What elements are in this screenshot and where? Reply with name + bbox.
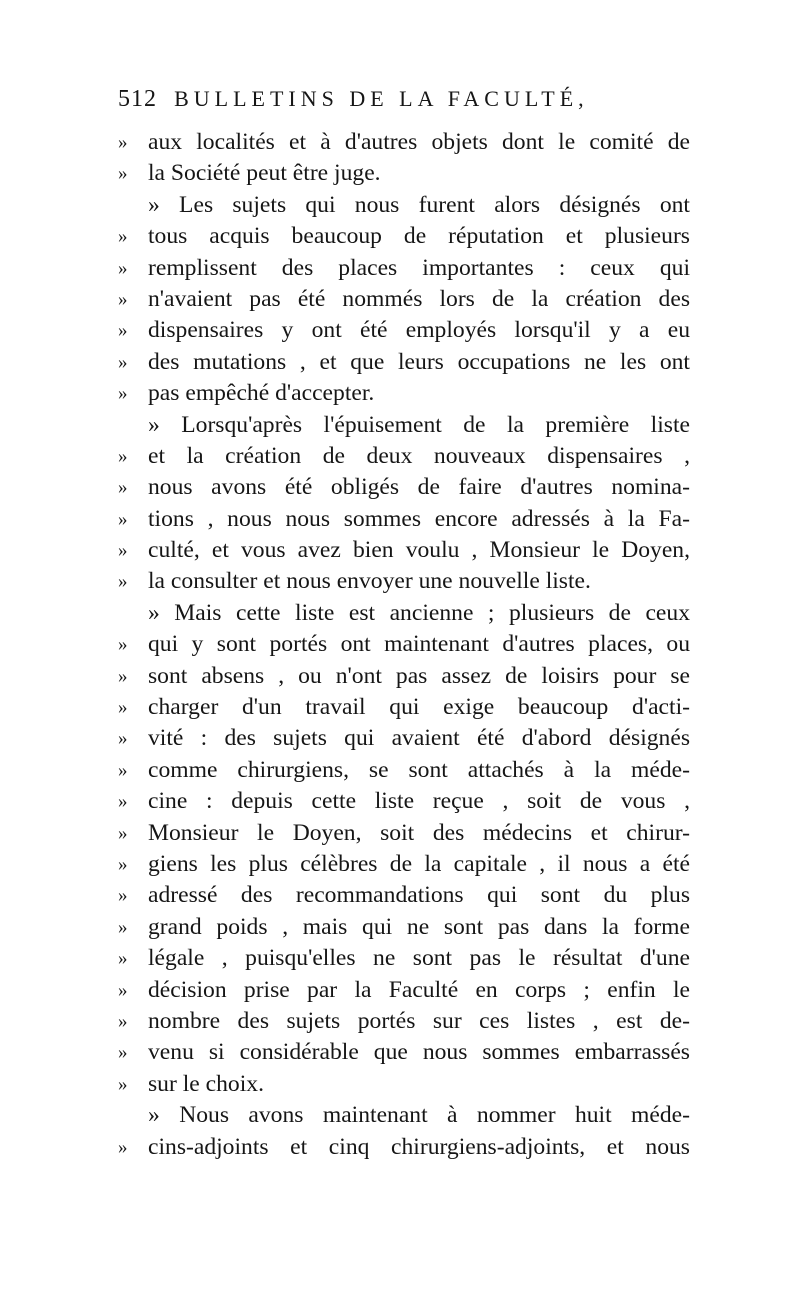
quote-mark: » bbox=[118, 1136, 128, 1158]
text-line bbox=[118, 410, 690, 441]
quote-mark: » bbox=[118, 916, 128, 938]
line-text: charger d'un travail qui exige beaucoup d'acti- bbox=[148, 694, 690, 721]
text-line bbox=[118, 975, 690, 1006]
quote-mark: » bbox=[118, 759, 128, 781]
text-line bbox=[118, 880, 690, 911]
text-line bbox=[118, 378, 690, 409]
line-text: aux localités et à d'autres objets dont le comité de bbox=[148, 129, 690, 155]
line-text: Monsieur le Doyen, soit des médecins et chirur- bbox=[148, 819, 690, 846]
running-title: BULLETINS DE LA FACULTÉ, bbox=[174, 86, 589, 111]
line-text: nombre des sujets portés sur ces listes , est de- bbox=[148, 1007, 690, 1034]
text-line bbox=[118, 127, 690, 158]
quote-mark: » bbox=[118, 508, 128, 530]
text-line bbox=[118, 441, 690, 472]
line-text: giens les plus célèbres de la capitale , il nous a été bbox=[148, 850, 690, 877]
quote-mark: » bbox=[118, 948, 128, 970]
quote-mark: » bbox=[118, 320, 128, 342]
text-line bbox=[118, 755, 690, 786]
quote-mark: » bbox=[118, 1042, 128, 1064]
text-line bbox=[118, 158, 690, 189]
text-line bbox=[118, 504, 690, 535]
text-line bbox=[118, 472, 690, 503]
page-header bbox=[118, 86, 698, 126]
text-line bbox=[118, 221, 690, 252]
quote-mark: » bbox=[118, 257, 128, 279]
text-line bbox=[118, 1100, 690, 1131]
text-line bbox=[118, 661, 690, 692]
page-number: 512 bbox=[118, 86, 157, 112]
text-line bbox=[118, 943, 690, 974]
line-text: nous avons été obligés de faire d'autres nomina- bbox=[148, 474, 690, 501]
quote-mark: » bbox=[118, 791, 128, 813]
quote-mark: » bbox=[118, 885, 128, 907]
quote-mark: » bbox=[118, 132, 128, 153]
line-text: légale , puisqu'elles ne sont pas le résultat d'une bbox=[148, 945, 690, 972]
text-line bbox=[118, 284, 690, 315]
line-text: pas empêché d'accepter. bbox=[148, 380, 375, 407]
line-text: adressé des recommandations qui sont du plus bbox=[148, 882, 690, 909]
text-line bbox=[118, 786, 690, 817]
quote-mark: » bbox=[118, 571, 128, 593]
quote-mark: » bbox=[118, 163, 128, 185]
line-text: remplissent des places importantes : ceux qui bbox=[148, 254, 690, 281]
quote-mark: » bbox=[118, 979, 128, 1001]
quote-mark: » bbox=[118, 445, 128, 467]
text-line bbox=[118, 535, 690, 566]
line-text: venu si considérable que nous sommes embarrassés bbox=[148, 1039, 690, 1066]
line-text: » Lorsqu'après l'épuisement de la première liste bbox=[148, 411, 690, 438]
text-line bbox=[118, 723, 690, 754]
text-line bbox=[118, 692, 690, 723]
line-text: sont absens , ou n'ont pas assez de loisirs pour se bbox=[148, 662, 690, 689]
quote-mark: » bbox=[118, 665, 128, 687]
line-text: et la création de deux nouveaux dispensaires , bbox=[148, 442, 690, 469]
line-text: » Nous avons maintenant à nommer huit méde- bbox=[148, 1102, 690, 1129]
line-text: qui y sont portés ont maintenant d'autres places, ou bbox=[148, 631, 690, 658]
quote-mark: » bbox=[118, 853, 128, 875]
quote-mark: » bbox=[118, 351, 128, 373]
quote-mark: » bbox=[118, 477, 128, 499]
quote-mark: » bbox=[118, 1073, 128, 1095]
line-text: » Les sujets qui nous furent alors désignés ont bbox=[148, 191, 690, 218]
quote-mark: » bbox=[118, 383, 128, 405]
text-line bbox=[118, 1006, 690, 1037]
text-line bbox=[118, 1069, 690, 1100]
text-line bbox=[118, 566, 690, 597]
quote-mark: » bbox=[118, 634, 128, 656]
text-line bbox=[118, 598, 690, 629]
line-text: tous acquis beaucoup de réputation et plusieurs bbox=[148, 223, 690, 250]
line-text: sur le choix. bbox=[148, 1070, 264, 1097]
body-text bbox=[118, 127, 690, 1163]
quote-mark: » bbox=[118, 697, 128, 719]
line-text: décision prise par la Faculté en corps ; enfin le bbox=[148, 976, 690, 1003]
quote-mark: » bbox=[118, 1010, 128, 1032]
quote-mark: » bbox=[118, 728, 128, 750]
line-text: dispensaires y ont été employés lorsqu'il y a eu bbox=[148, 317, 690, 344]
quote-mark: » bbox=[118, 822, 128, 844]
text-line bbox=[118, 253, 690, 284]
text-line bbox=[118, 347, 690, 378]
text-line bbox=[118, 912, 690, 943]
text-line bbox=[118, 849, 690, 880]
line-text: n'avaient pas été nommés lors de la création des bbox=[148, 285, 690, 312]
line-text: la Société peut être juge. bbox=[148, 160, 381, 187]
line-text: comme chirurgiens, se sont attachés à la méde- bbox=[148, 756, 690, 783]
line-text: vité : des sujets qui avaient été d'abord désignés bbox=[148, 725, 690, 752]
text-line bbox=[118, 1132, 690, 1163]
text-line bbox=[118, 315, 690, 346]
line-text: tions , nous nous sommes encore adressés à la Fa- bbox=[148, 505, 690, 532]
line-text: grand poids , mais qui ne sont pas dans la forme bbox=[148, 913, 690, 940]
text-line bbox=[118, 1037, 690, 1068]
line-text: cine : depuis cette liste reçue , soit de vous , bbox=[148, 788, 690, 815]
quote-mark: » bbox=[118, 540, 128, 562]
line-text: culté, et vous avez bien voulu , Monsieur le Doyen, bbox=[148, 537, 690, 564]
quote-mark: » bbox=[118, 226, 128, 248]
line-text: la consulter et nous envoyer une nouvelle liste. bbox=[148, 568, 591, 595]
line-text: » Mais cette liste est ancienne ; plusieurs de ceux bbox=[148, 599, 690, 626]
quote-mark: » bbox=[118, 288, 128, 310]
line-text: des mutations , et que leurs occupations ne les ont bbox=[148, 348, 690, 375]
text-line bbox=[118, 190, 690, 221]
line-text: cins-adjoints et cinq chirurgiens-adjoints, et nous bbox=[148, 1133, 690, 1160]
text-line bbox=[118, 629, 690, 660]
text-line bbox=[118, 818, 690, 849]
